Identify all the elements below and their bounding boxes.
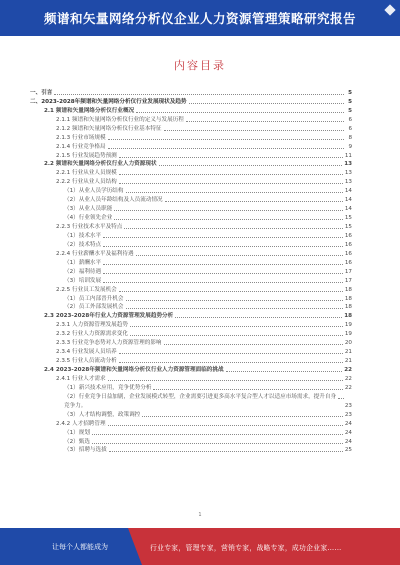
toc-entry-page: 25 xyxy=(344,447,352,454)
toc-leader-dots xyxy=(119,353,343,354)
toc-entry[interactable] xyxy=(30,221,352,230)
toc-leader-dots xyxy=(153,389,342,390)
toc-entry[interactable] xyxy=(30,185,352,194)
toc-entry-page: 21 xyxy=(344,358,352,365)
toc-entry[interactable] xyxy=(30,194,352,203)
toc-entry-page: 21 xyxy=(344,349,352,356)
toc-entry[interactable] xyxy=(30,302,352,311)
toc-entry[interactable] xyxy=(30,436,352,445)
toc-entry[interactable] xyxy=(30,159,352,168)
toc-entry-text: 2.1.2 频谱和矢量网络分析仪行业基本特征 xyxy=(56,125,162,132)
toc-entry[interactable] xyxy=(30,123,352,132)
toc-entry[interactable] xyxy=(30,400,352,409)
footer-accent xyxy=(128,528,142,565)
toc-leader-dots xyxy=(108,148,344,149)
toc-leader-dots xyxy=(189,103,344,104)
toc-entry[interactable] xyxy=(30,257,352,266)
toc-heading: 内容目录 xyxy=(174,59,226,72)
toc-entry-page: 16 xyxy=(344,232,352,239)
toc-entry-page: 18 xyxy=(344,286,352,293)
toc-entry-page: 9 xyxy=(348,143,352,150)
toc-leader-dots xyxy=(103,246,343,247)
toc-entry-text: 二、2023-2028年频谱和矢量网络分析仪行业发展现状及趋势 xyxy=(30,98,187,105)
toc-entry[interactable] xyxy=(30,418,352,427)
toc-entry-page: 11 xyxy=(344,152,352,159)
toc-entry[interactable] xyxy=(30,275,352,284)
toc-entry-page: 17 xyxy=(344,277,352,284)
toc-entry-page: 6 xyxy=(348,116,352,123)
toc-entry-page: 8 xyxy=(348,134,352,141)
toc-entry-page: 15 xyxy=(344,215,352,222)
footer-slogan-right: 行业专家，管理专家，营销专家，战略专家，成功企业家…… xyxy=(150,544,342,552)
toc-leader-dots xyxy=(126,300,343,301)
toc-leader-dots xyxy=(164,130,344,131)
toc-entry-page: 19 xyxy=(344,322,352,329)
toc-leader-dots xyxy=(103,282,343,283)
toc-entry-text: 2.3.1 人力资源管理发展趋势 xyxy=(56,322,128,329)
toc-entry-page: 13 xyxy=(344,161,352,168)
toc-entry[interactable] xyxy=(30,141,352,150)
toc-entry-text: 2.2.1 行业从业人员规模 xyxy=(56,170,117,177)
toc-leader-dots xyxy=(119,362,343,363)
toc-entry[interactable] xyxy=(30,230,352,239)
toc-entry[interactable] xyxy=(30,337,352,346)
table-of-contents xyxy=(30,87,352,453)
toc-entry-text: （2）行业竞争日益加剧，企业发展模式转型，企业需要引进更多高水平复合型人才以适应市场需求，提升自身 xyxy=(64,393,337,400)
toc-entry[interactable] xyxy=(30,167,352,176)
toc-leader-dots xyxy=(175,317,342,318)
toc-entry-text: 2.3.3 行业竞争态势对人力资源管理的影响 xyxy=(56,340,162,347)
toc-leader-dots xyxy=(109,451,343,452)
toc-entry-text: （2）从业人员年龄结构及人员流动情况 xyxy=(64,197,163,204)
toc-leader-dots xyxy=(338,398,344,399)
toc-leader-dots xyxy=(103,264,343,265)
toc-entry-page: 20 xyxy=(344,340,352,347)
toc-entry-text: 2.2.3 行业技术水平及特点 xyxy=(56,224,123,230)
toc-entry-text: 2.1 频谱和矢量网络分析仪行业概况 xyxy=(44,107,135,114)
toc-leader-dots xyxy=(119,157,343,158)
toc-leader-dots xyxy=(226,371,343,372)
toc-entry-page: 24 xyxy=(344,438,352,445)
toc-leader-dots xyxy=(126,192,343,193)
toc-entry-page: 14 xyxy=(344,206,352,213)
toc-entry-text: 2.1.4 行业竞争格局 xyxy=(56,143,106,150)
toc-entry-text: 2.2.5 行业员工发展机会 xyxy=(56,286,117,293)
toc-entry-text: 竞争力。 xyxy=(64,402,87,409)
toc-leader-dots xyxy=(159,165,343,166)
toc-leader-dots xyxy=(114,219,343,220)
toc-entry-page: 22 xyxy=(344,384,352,391)
toc-entry[interactable] xyxy=(30,132,352,141)
toc-entry[interactable] xyxy=(30,114,352,123)
toc-leader-dots xyxy=(119,291,343,292)
toc-entry-page: 13 xyxy=(344,170,352,177)
toc-entry-text: 2.1.1 频谱和矢量网络分析仪行业的定义与发展历程 xyxy=(56,116,184,123)
toc-entry-text: （2）福利待遇 xyxy=(64,268,102,275)
toc-leader-dots xyxy=(165,201,343,202)
toc-entry-text: 2.2 频谱和矢量网络分析仪行业人力资源现状 xyxy=(44,161,157,168)
report-title: 频谱和矢量网络分析仪企业人力资源管理策略研究报告 xyxy=(43,11,356,26)
toc-entry[interactable] xyxy=(30,310,352,319)
toc-entry-page: 16 xyxy=(344,250,352,257)
toc-entry-page: 23 xyxy=(344,402,352,409)
toc-entry-text: （1）规划 xyxy=(64,429,90,436)
toc-entry-text: （1）员工内部晋升机会 xyxy=(64,295,124,302)
toc-entry[interactable] xyxy=(30,293,352,302)
toc-entry-page: 13 xyxy=(344,179,352,186)
toc-entry-text: （1）技术水平 xyxy=(64,232,102,239)
toc-entry-text: （1）从业人员学历结构 xyxy=(64,188,124,195)
toc-entry-text: （2）甄选 xyxy=(64,438,90,445)
toc-entry[interactable] xyxy=(30,346,352,355)
toc-entry-text: 2.3.5 行业人员流动分析 xyxy=(56,358,117,365)
toc-leader-dots xyxy=(54,94,344,95)
toc-entry-page: 5 xyxy=(348,98,352,105)
toc-leader-dots xyxy=(136,112,344,113)
toc-entry-text: （2）员工外部发展机会 xyxy=(64,304,124,311)
footer-slogan-left: 让每个人都能成为 xyxy=(52,543,108,551)
toc-leader-dots xyxy=(124,228,343,229)
toc-entry[interactable] xyxy=(30,355,352,364)
toc-entry-text: 2.3 2023-2028年行业人力资源管理发展趋势分析 xyxy=(44,313,174,320)
toc-entry-page: 18 xyxy=(344,304,352,311)
toc-entry[interactable] xyxy=(30,391,352,400)
toc-entry[interactable] xyxy=(30,239,352,248)
toc-leader-dots xyxy=(114,210,343,211)
toc-entry[interactable] xyxy=(30,212,352,221)
toc-leader-dots xyxy=(164,344,343,345)
toc-entry-text: （1）薪酬水平 xyxy=(64,259,102,266)
toc-entry[interactable] xyxy=(30,87,352,96)
toc-entry-page: 23 xyxy=(344,411,352,418)
toc-entry-page: 18 xyxy=(344,295,352,302)
toc-leader-dots xyxy=(130,326,343,327)
toc-entry-page: 15 xyxy=(344,224,352,230)
toc-entry-text: 一、引言 xyxy=(30,89,53,96)
toc-entry-page: 6 xyxy=(348,125,352,132)
toc-entry-page: 24 xyxy=(344,420,352,427)
toc-entry-text: （2）技术特点 xyxy=(64,241,102,248)
toc-leader-dots xyxy=(108,380,343,381)
toc-entry-text: 2.1.3 行业市场规模 xyxy=(56,134,106,141)
toc-entry-page: 14 xyxy=(344,188,352,195)
toc-entry-text: 2.4.1 行业人才需求 xyxy=(56,375,106,382)
toc-entry-page: 18 xyxy=(344,313,352,320)
toc-entry-page: 24 xyxy=(344,429,352,436)
toc-leader-dots xyxy=(119,183,343,184)
toc-entry-page: 19 xyxy=(344,331,352,338)
toc-leader-dots xyxy=(142,416,343,417)
toc-entry-text: （1）新兴技术应用，竞争优势分析 xyxy=(64,384,152,391)
toc-entry-page: 5 xyxy=(348,89,352,96)
toc-entry[interactable] xyxy=(30,176,352,185)
toc-entry-page: 17 xyxy=(344,268,352,275)
toc-entry[interactable] xyxy=(30,319,352,328)
toc-entry[interactable] xyxy=(30,364,352,373)
header-bar xyxy=(0,0,400,36)
toc-entry-text: （3）培训发展 xyxy=(64,277,102,284)
toc-entry[interactable] xyxy=(30,427,352,436)
toc-entry-page: 16 xyxy=(344,259,352,266)
toc-entry[interactable] xyxy=(30,328,352,337)
toc-leader-dots xyxy=(126,308,343,309)
toc-entry[interactable] xyxy=(30,373,352,382)
toc-leader-dots xyxy=(108,139,344,140)
toc-entry[interactable] xyxy=(30,96,352,105)
toc-entry-page: 22 xyxy=(344,375,352,382)
toc-leader-dots xyxy=(130,335,343,336)
toc-entry-page: 5 xyxy=(348,107,352,114)
toc-entry[interactable] xyxy=(30,105,352,114)
toc-leader-dots xyxy=(119,174,343,175)
toc-entry-text: 2.4 2023-2028年频谱和矢量网络分析仪行业人力资源管理面临的挑战 xyxy=(44,367,224,373)
toc-leader-dots xyxy=(186,121,344,122)
toc-leader-dots xyxy=(136,255,343,256)
toc-entry-text: 2.2.2 行业从业人员结构 xyxy=(56,179,117,186)
page-number: 1 xyxy=(198,512,202,518)
toc-entry[interactable] xyxy=(30,266,352,275)
toc-leader-dots xyxy=(92,443,343,444)
toc-entry-text: （3）招聘与选拔 xyxy=(64,447,107,454)
toc-entry[interactable] xyxy=(30,409,352,418)
toc-leader-dots xyxy=(103,273,343,274)
toc-leader-dots xyxy=(92,434,343,435)
toc-entry[interactable] xyxy=(30,382,352,391)
toc-entry-text: （3）人才结构调整，政策调控 xyxy=(64,411,141,418)
toc-entry[interactable] xyxy=(30,203,352,212)
toc-entry-text: 2.3.4 行业发展人员培养 xyxy=(56,349,117,356)
toc-entry-text: （3）从业人员职能 xyxy=(64,206,113,213)
toc-entry-text: 2.2.4 行业薪酬水平及福利待遇 xyxy=(56,250,134,257)
toc-entry-page: 22 xyxy=(344,367,352,373)
toc-leader-dots xyxy=(103,237,343,238)
toc-entry-text: 2.3.2 行业人力资源需求变化 xyxy=(56,331,128,338)
toc-entry-text: 2.1.5 行业发展趋势预测 xyxy=(56,152,117,159)
toc-entry[interactable] xyxy=(30,284,352,293)
toc-entry-text: 2.4.2 人才招聘管理 xyxy=(56,420,106,427)
toc-entry[interactable] xyxy=(30,248,352,257)
toc-entry-page: 14 xyxy=(344,197,352,204)
toc-leader-dots xyxy=(108,425,343,426)
toc-entry-text: （4）行业领先企业 xyxy=(64,215,113,222)
toc-entry-page: 16 xyxy=(344,241,352,248)
toc-entry[interactable] xyxy=(30,150,352,159)
toc-entry[interactable] xyxy=(30,445,352,454)
